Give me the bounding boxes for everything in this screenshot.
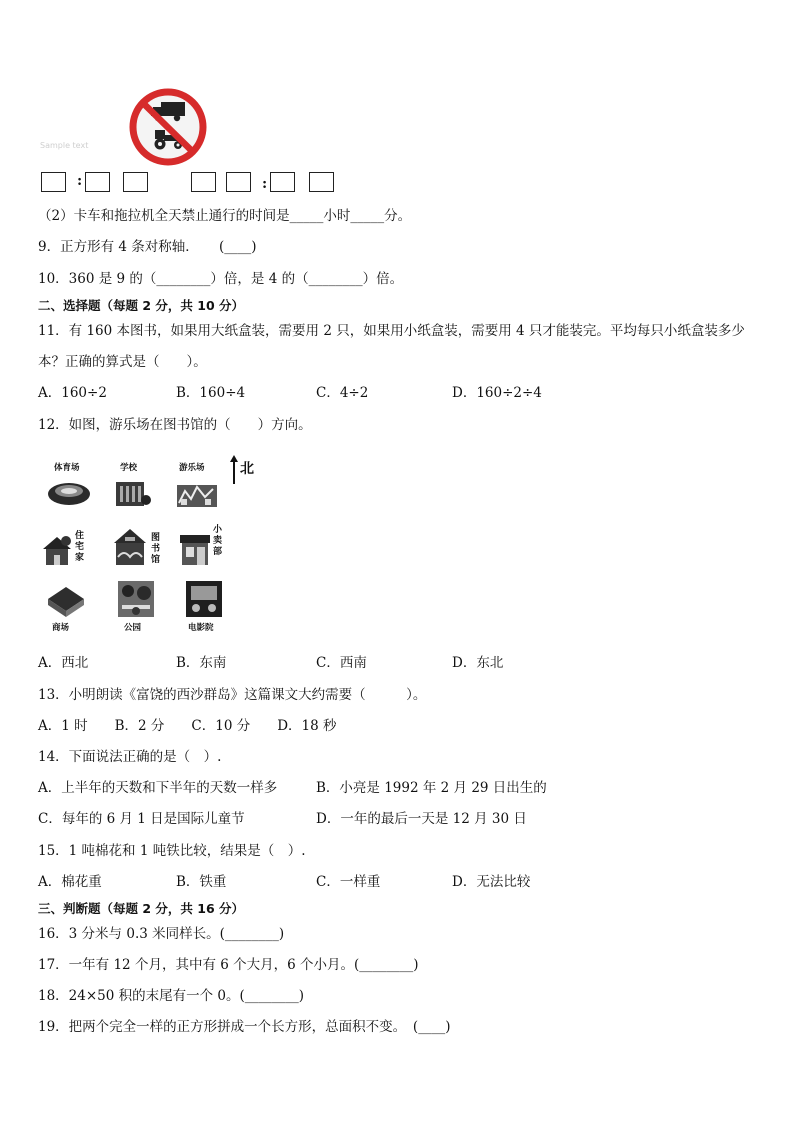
- question-9: 9．正方形有 4 条对称轴． (____): [38, 239, 257, 255]
- question-11-line-2: 本？正确的算式是（ ）。: [38, 354, 207, 370]
- q12-option-d[interactable]: D．东北: [452, 655, 504, 671]
- house-icon: [40, 533, 74, 567]
- stadium-icon: [46, 477, 92, 507]
- time-box-4[interactable]: [191, 172, 216, 192]
- q12-option-b[interactable]: B．东南: [176, 655, 227, 671]
- q13-options[interactable]: A．1 时 B．2 分 C．10 分 D．18 秒: [38, 718, 337, 734]
- q15-option-b[interactable]: B．铁重: [176, 874, 227, 890]
- time-box-3[interactable]: [123, 172, 148, 192]
- time-box-5[interactable]: [226, 172, 251, 192]
- place-school: 学校: [110, 461, 162, 511]
- time-box-6[interactable]: [270, 172, 295, 192]
- north-indicator: [230, 455, 260, 485]
- mall-icon: [44, 585, 88, 619]
- place-cinema: 电影院: [182, 579, 234, 629]
- q14-option-a[interactable]: A．上半年的天数和下半年的天数一样多: [38, 780, 278, 796]
- q11-option-d[interactable]: D．160÷2÷4: [452, 385, 542, 401]
- place-stadium: 体育场: [44, 461, 96, 511]
- time-box-1[interactable]: [41, 172, 66, 192]
- q12-option-a[interactable]: A．西北: [38, 655, 89, 671]
- place-library: 图书馆: [110, 527, 162, 577]
- section-3-heading: 三、判断题（每题 2 分，共 16 分）: [38, 901, 245, 916]
- time-colon-1: :: [77, 173, 83, 189]
- q11-option-a[interactable]: A．160÷2: [38, 385, 107, 401]
- question-11-line-1: 11．有 160 本图书，如果用大纸盒装，需要用 2 只，如果用小纸盒装，需要用 4 只才能装完。平均每只小纸盒装多少: [38, 323, 745, 339]
- place-park: 公园: [112, 579, 164, 629]
- section-2-heading: 二、选择题（每题 2 分，共 10 分）: [38, 298, 245, 313]
- q15-option-d[interactable]: D．无法比较: [452, 874, 531, 890]
- question-16: 16．3 分米与 0.3 米同样长。(________): [38, 926, 285, 942]
- time-box-7[interactable]: [309, 172, 334, 192]
- place-shop: 小卖部: [178, 527, 230, 577]
- place-residence: 住宅家: [40, 527, 92, 577]
- question-14: 14．下面说法正确的是（ ）.: [38, 749, 222, 765]
- campus-map-figure: [40, 455, 265, 640]
- q15-option-a[interactable]: A．棉花重: [38, 874, 102, 890]
- place-mall: 商场: [42, 585, 94, 635]
- time-box-2[interactable]: [85, 172, 110, 192]
- q14-option-d[interactable]: D．一年的最后一天是 12 月 30 日: [316, 811, 527, 827]
- shop-icon: [178, 531, 212, 569]
- question-12: 12．如图，游乐场在图书馆的（ ）方向。: [38, 417, 312, 433]
- school-icon: [112, 476, 152, 508]
- q11-option-b[interactable]: B．160÷4: [176, 385, 246, 401]
- question-15: 15．1 吨棉花和 1 吨铁比较，结果是（ ）.: [38, 843, 306, 859]
- place-amusement-park: 游乐场: [175, 461, 227, 511]
- library-icon: [110, 527, 150, 569]
- question-13: 13．小明朗读《富饶的西沙群岛》这篇课文大约需要（ ）。: [38, 687, 427, 703]
- q11-option-c[interactable]: C．4÷2: [316, 385, 369, 401]
- cinema-icon: [184, 579, 224, 619]
- amusement-park-icon: [175, 477, 219, 509]
- q14-option-c[interactable]: C．每年的 6 月 1 日是国际儿童节: [38, 811, 245, 827]
- question-19: 19．把两个完全一样的正方形拼成一个长方形，总面积不变。 (____): [38, 1019, 451, 1035]
- question-18: 18．24×50 积的末尾有一个 0。(________): [38, 988, 305, 1004]
- q12-option-c[interactable]: C．西南: [316, 655, 367, 671]
- north-label: 北: [240, 461, 254, 477]
- question-17: 17．一年有 12 个月，其中有 6 个大月，6 个小月。(________): [38, 957, 419, 973]
- north-arrow-icon: [230, 455, 238, 485]
- no-trucks-tractors-sign-icon: [127, 86, 209, 168]
- faint-caption: Sample text: [40, 141, 89, 150]
- time-colon-2: :: [262, 176, 268, 192]
- q15-option-c[interactable]: C．一样重: [316, 874, 381, 890]
- park-icon: [116, 579, 156, 619]
- question-10: 10．360 是 9 的（________）倍，是 4 的（________）倍。: [38, 271, 404, 287]
- question-8-2: （2）卡车和拖拉机全天禁止通行的时间是_____小时_____分。: [38, 208, 412, 224]
- q14-option-b[interactable]: B．小亮是 1992 年 2 月 29 日出生的: [316, 780, 547, 796]
